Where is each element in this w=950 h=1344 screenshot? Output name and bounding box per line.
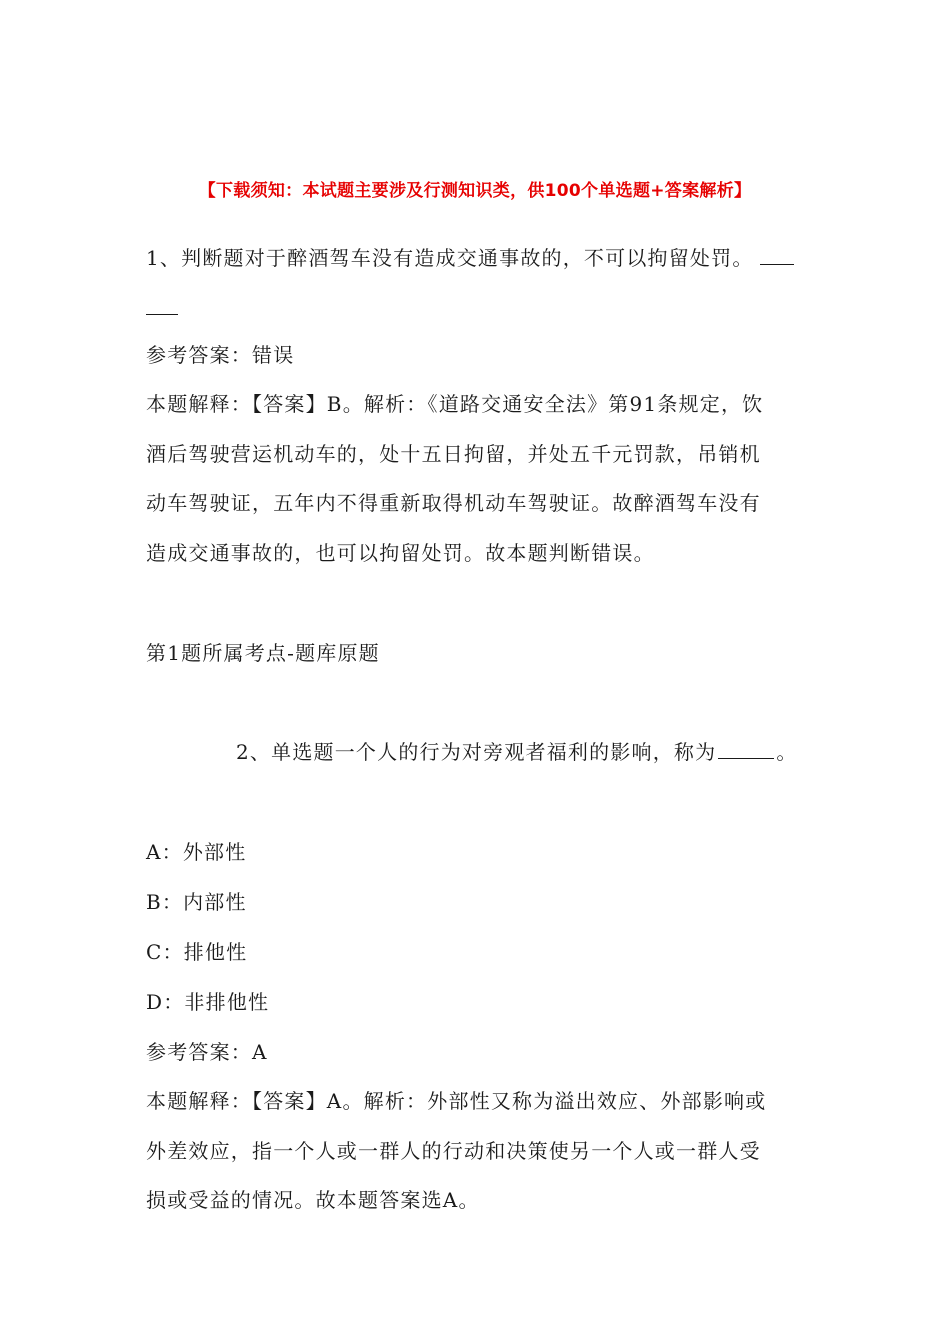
question-1-answer: 参考答案：错误 <box>146 343 295 367</box>
question-2-explanation-line: 外差效应，指一个人或一群人的行动和决策使另一个人或一群人受 <box>146 1139 761 1163</box>
option-d: D：非排他性 <box>146 990 270 1014</box>
answer-blank <box>760 263 794 265</box>
option-a: A：外部性 <box>146 840 247 864</box>
answer-blank <box>718 757 774 759</box>
question-1-explanation-line: 本题解释：【答案】B。解析：《道路交通安全法》第91条规定，饮 <box>146 392 764 416</box>
question-1-explanation-line: 造成交通事故的，也可以拘留处罚。故本题判断错误。 <box>146 541 655 565</box>
question-1-topic: 第1题所属考点-题库原题 <box>146 641 380 665</box>
question-2-explanation-line: 本题解释：【答案】A。解析：外部性又称为溢出效应、外部影响或 <box>146 1089 767 1113</box>
question-1-explanation-line: 酒后驾驶营运机动车的，处十五日拘留，并处五千元罚款，吊销机 <box>146 442 761 466</box>
question-2-explanation-line: 损或受益的情况。故本题答案选A。 <box>146 1188 480 1212</box>
option-c: C：排他性 <box>146 940 248 964</box>
option-b: B：内部性 <box>146 890 247 914</box>
question-1-blank-continuation <box>146 296 178 320</box>
question-1-explanation-line: 动车驾驶证，五年内不得重新取得机动车驾驶证。故醉酒驾车没有 <box>146 491 761 515</box>
question-2-stem: 2、单选题一个人的行为对旁观者福利的影响，称为 。 <box>236 740 798 764</box>
answer-blank-continuation <box>146 313 178 315</box>
question-1-stem: 1、判断题对于醉酒驾车没有造成交通事故的，不可以拘留处罚。 <box>146 242 794 271</box>
question-2-answer: 参考答案：A <box>146 1040 268 1064</box>
download-notice: 【下载须知：本试题主要涉及行测知识类，供100个单选题+答案解析】 <box>198 181 752 201</box>
